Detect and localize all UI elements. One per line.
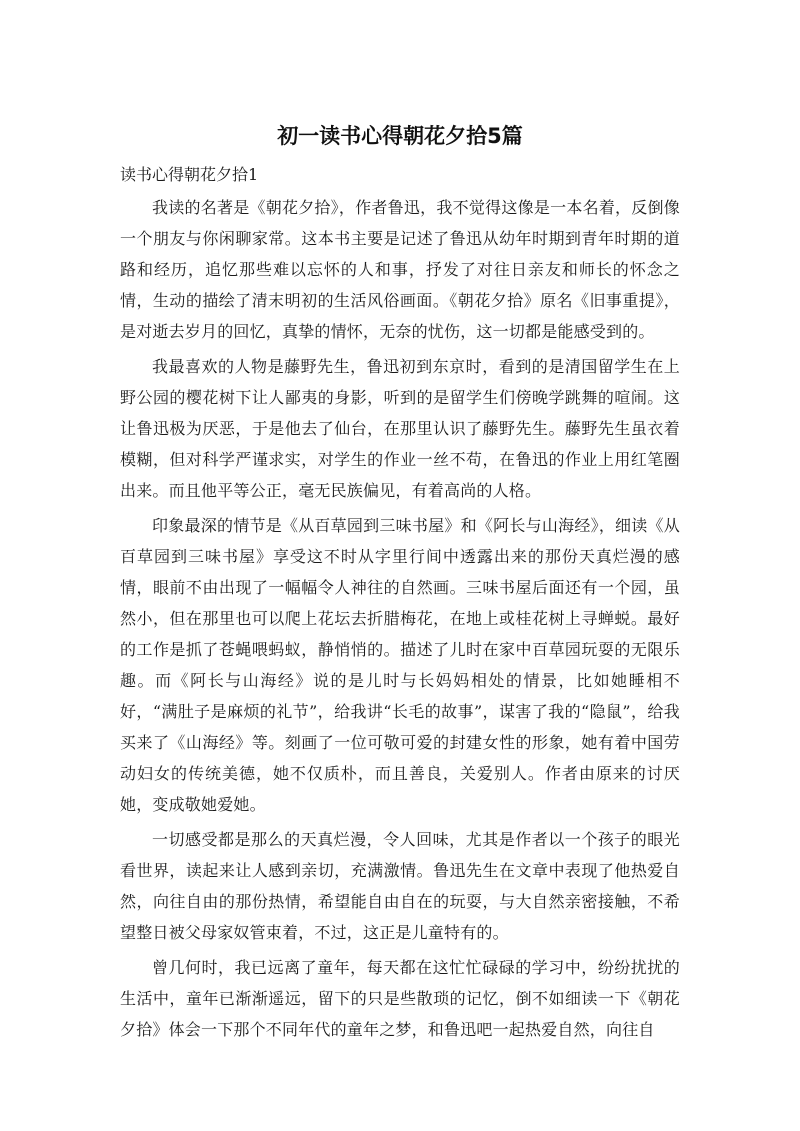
paragraph-4: 一切感受都是那么的天真烂漫，令人回味，尤其是作者以一个孩子的眼光看世界，读起来让人感到亲切，充满激情。鲁迅先生在文章中表现了他热爱自然，向往自由的那份热情，希望能自由自在的玩耍，与大自然亲密接触，不希望整日被父母家奴管束着，不过，这正是儿童特有的。 xyxy=(120,830,680,942)
paragraph-1: 我读的名著是《朝花夕拾》，作者鲁迅，我不觉得这像是一本名着，反倒像一个朋友与你闲聊家常。这本书主要是记述了鲁迅从幼年时期到青年时期的道路和经历，追忆那些难以忘怀的人和事，抒发了对往日亲友和师长的怀念之情，生动的描绘了清末明初的生活风俗画面。《朝花夕拾》原名《旧事重提》，是对逝去岁月的回忆，真挚的情怀，无奈的忧伤，这一切都是能感受到的。 xyxy=(120,198,680,341)
document-title: 初一读书心得朝花夕拾5篇 xyxy=(277,124,523,148)
section-heading: 读书心得朝花夕拾1 xyxy=(120,165,259,184)
paragraph-2: 我最喜欢的人物是藤野先生，鲁迅初到东京时，看到的是清国留学生在上野公园的樱花树下让人鄙夷的身影，听到的是留学生们傍晚学跳舞的喧闹。这让鲁迅极为厌恶，于是他去了仙台，在那里认识了藤野先生。藤野先生虽衣着模糊，但对科学严谨求实，对学生的作业一丝不苟，在鲁迅的作业上用红笔圈出来。而且他平等公正，毫无民族偏见，有着高尚的人格。 xyxy=(120,357,680,500)
paragraph-3: 印象最深的情节是《从百草园到三味书屋》和《阿长与山海经》，细读《从百草园到三味书屋》享受这不时从字里行间中透露出来的那份天真烂漫的感情，眼前不由出现了一幅幅令人神往的自然画。三味书屋后面还有一个园，虽然小，但在那里也可以爬上花坛去折腊梅花，在地上或桂花树上寻蝉蜕。最好的工作是抓了苍蝇喂蚂蚁，静悄悄的。描述了儿时在家中百草园玩耍的无限乐趣。而《阿长与山海经》说的是儿时与长妈妈相处的情景，比如她睡相不好，“满肚子是麻烦的礼节”，给我讲“长毛的故事”，谋害了我的“隐鼠”，给我买来了《山海经》等。刻画了一位可敬可爱的封建女性的形象，她有着中国劳动妇女的传统美德，她不仅质朴，而且善良，关爱别人。作者由原来的讨厌她，变成敬她爱她。 xyxy=(120,516,680,814)
article-body xyxy=(120,192,680,1049)
paragraph-5: 曾几何时，我已远离了童年，每天都在这忙忙碌碌的学习中，纷纷扰扰的生活中，童年已渐渐遥远，留下的只是些散琐的记忆，倒不如细读一下《朝花夕拾》体会一下那个不同年代的童年之梦，和鲁迅吧一起热爱自然，向往自 xyxy=(120,958,680,1039)
